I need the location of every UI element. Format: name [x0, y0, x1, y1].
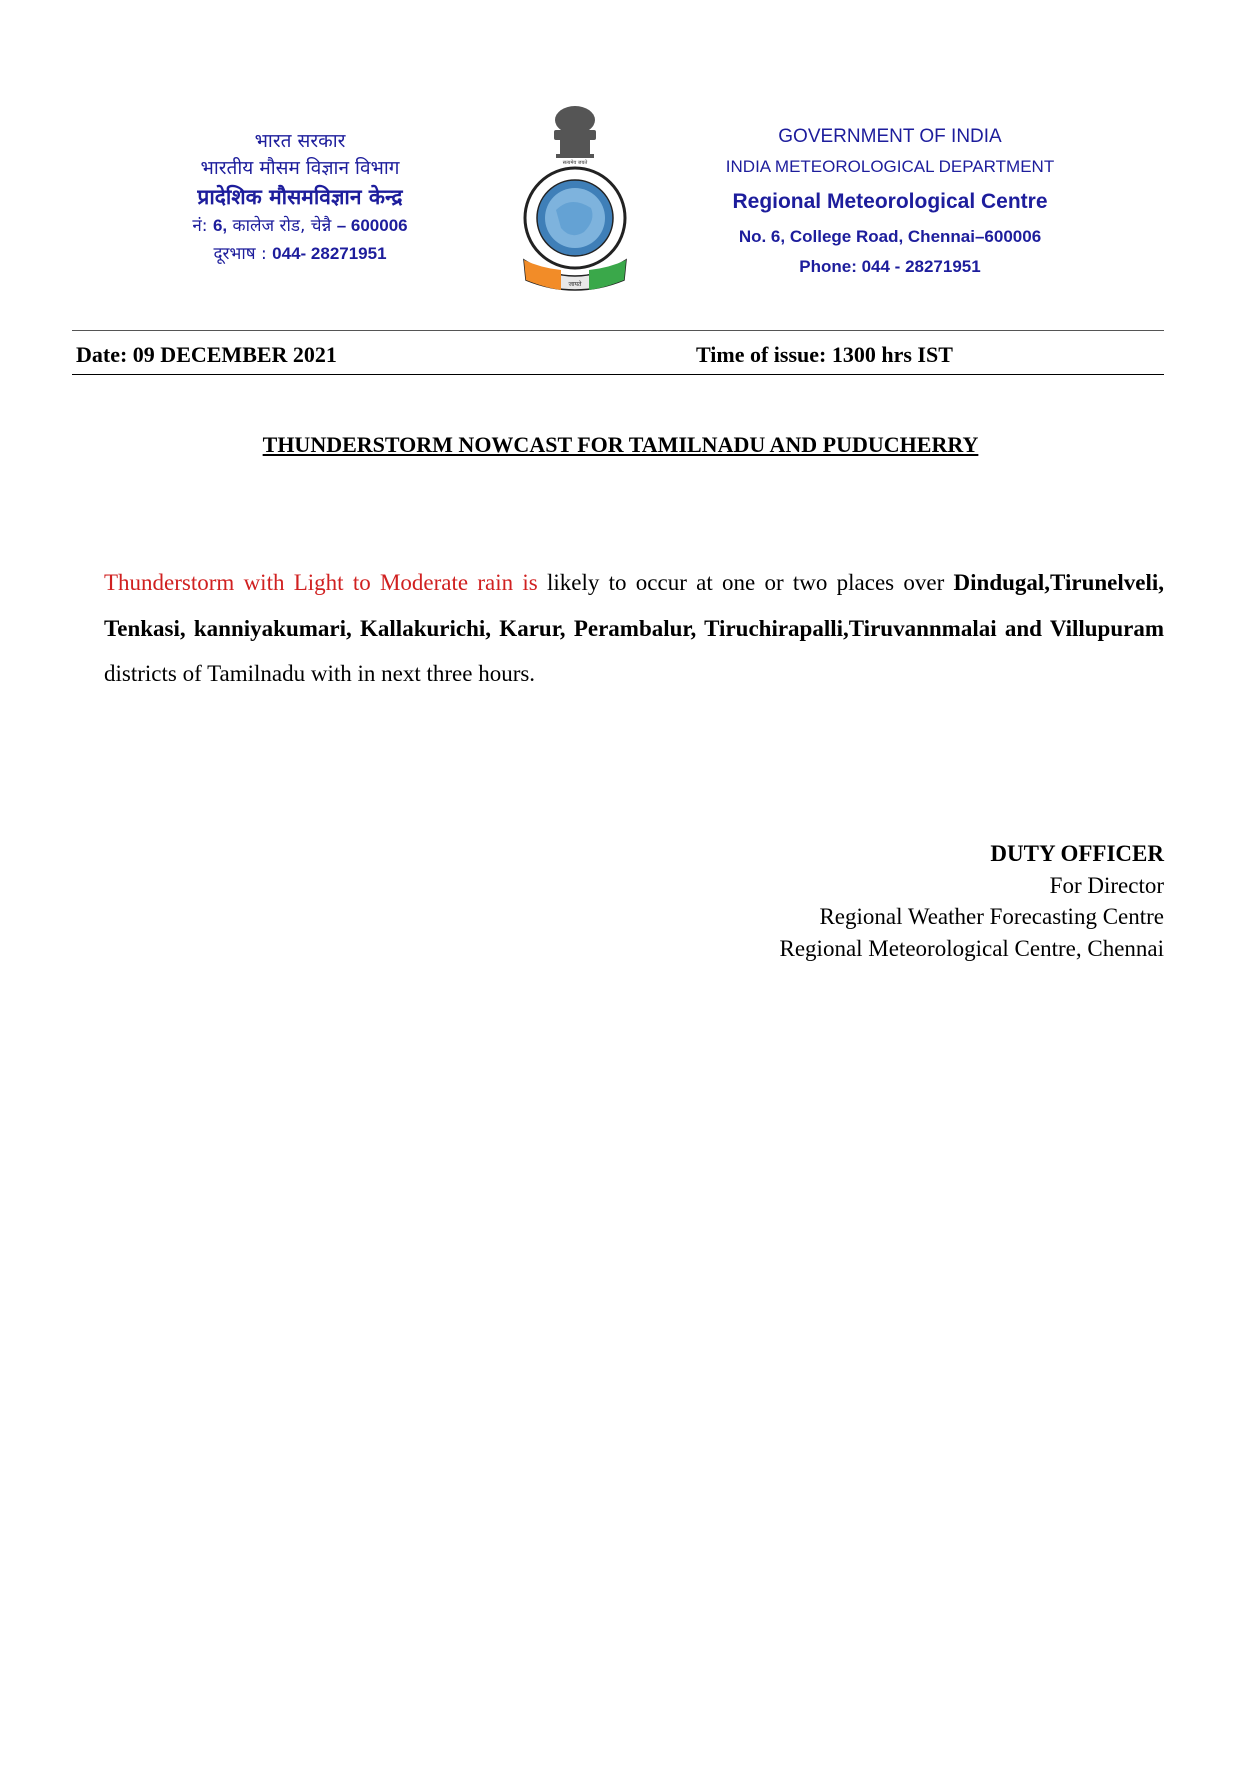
hindi-centre-line: प्रादेशिक मौसमविज्ञान केन्द्र — [197, 185, 403, 209]
signature-block — [780, 838, 1165, 964]
duty-officer: DUTY OFFICER — [990, 841, 1164, 866]
hindi-phone-line: दूरभाष : 044- 28271951 — [213, 244, 387, 264]
nowcast-title: THUNDERSTORM NOWCAST FOR TAMILNADU AND PUDUCHERRY — [262, 432, 979, 457]
rmc-chennai-line: Regional Meteorological Centre, Chennai — [779, 935, 1164, 961]
hindi-letterhead — [150, 128, 450, 268]
issue-date: Date: 09 DECEMBER 2021 — [76, 342, 337, 367]
issue-time: Time of issue: 1300 hrs IST — [696, 342, 953, 367]
header-divider — [72, 330, 1164, 331]
hindi-govt-line: भारत सरकार — [254, 130, 346, 152]
phone-line: Phone: 044 - 28271951 — [799, 257, 981, 276]
issue-info-bar — [72, 340, 1164, 374]
for-director: For Director — [1049, 872, 1164, 898]
issue-info-divider — [72, 374, 1164, 375]
likelihood-phrase: likely to occur at one or two places over — [547, 570, 945, 595]
nowcast-body — [104, 560, 1164, 697]
svg-text:जायते: जायते — [568, 281, 582, 288]
address-line: No. 6, College Road, Chennai–600006 — [738, 227, 1042, 246]
english-letterhead — [690, 122, 1090, 282]
hindi-dept-line: भारतीय मौसम विज्ञान विभाग — [200, 157, 400, 179]
tail-phrase: districts of Tamilnadu with in next three hours. — [104, 661, 536, 686]
districts-list: Dindugal,Tirunelveli, Tenkasi, kanniyakumari, Kallakurichi, Karur, Perambalur, Tiruchirapalli,Tiruvannmalai and Villupuram — [104, 570, 1164, 641]
warning-phrase: Thunderstorm with Light to Moderate rain is — [104, 570, 538, 595]
rwfc-line: Regional Weather Forecasting Centre — [819, 904, 1164, 929]
govt-of-india-line: GOVERNMENT OF INDIA — [778, 126, 1002, 147]
hindi-address-line: नं: 6, कालेज रोड, चेन्नै – 600006 — [192, 216, 408, 236]
imd-line: INDIA METEOROLOGICAL DEPARTMENT — [725, 157, 1055, 176]
svg-text:सत्यमेव जयते: सत्यमेव जयते — [562, 160, 588, 166]
imd-emblem-icon — [516, 100, 634, 295]
rmc-line: Regional Meteorological Centre — [732, 190, 1048, 213]
